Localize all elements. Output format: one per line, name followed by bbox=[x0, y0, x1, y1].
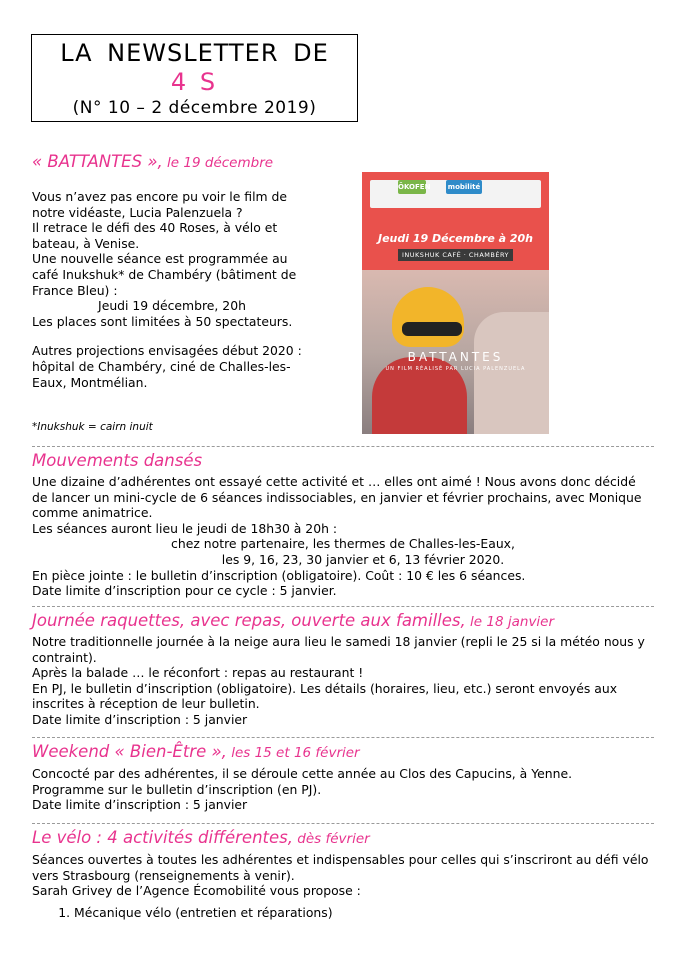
velo-date: dès février bbox=[293, 831, 370, 847]
title-issue-date: (N° 10 – 2 décembre 2019) bbox=[72, 98, 317, 118]
raquettes-title: Journée raquettes, avec repas, ouverte aux familles, bbox=[32, 611, 466, 630]
paragraph: Une dizaine d’adhérentes ont essayé cette activité et … elles ont aimé ! Nous avons donc décidé de lancer un mini-cycle de 6 séances indissociables, en janvier et février prochains, avec Monique comme animatrice. bbox=[32, 474, 642, 521]
title-line-1: LA NEWSLETTER DE bbox=[60, 39, 329, 67]
paragraph: En PJ, le bulletin d’inscription (obligatoire). Les détails (horaires, lieu, etc.) seront envoyés aux inscrites à réception de leur bulletin. bbox=[32, 680, 618, 712]
paragraph: chez notre partenaire, les thermes de Challes-les-Eaux, bbox=[171, 536, 515, 552]
paragraph: Sarah Grivey de l’Agence Écomobilité vous propose : bbox=[32, 883, 361, 899]
paragraph: Date limite d’inscription pour ce cycle : 5 janvier. bbox=[32, 583, 337, 599]
paragraph: Date limite d’inscription : 5 janvier bbox=[32, 711, 248, 727]
paragraph: Autres projections envisagées début 2020 : hôpital de Chambéry, ciné de Challes-les-Eaux, Montmélian. bbox=[32, 343, 302, 390]
poster-film-title: BATTANTES bbox=[407, 350, 504, 364]
raquettes-date: le 18 janvier bbox=[465, 614, 555, 630]
paragraph: Notre traditionnelle journée à la neige aura lieu le samedi 18 janvier (repli le 25 si la météo nous y contraint). bbox=[32, 634, 645, 665]
weekend-heading bbox=[32, 742, 360, 761]
danses-title: Mouvements dansés bbox=[32, 451, 203, 470]
velo-title: Le vélo : 4 activités différentes, bbox=[32, 828, 293, 847]
danses-text bbox=[32, 474, 654, 599]
paragraph: Concocté par des adhérentes, il se déroule cette année au Clos des Capucins, à Yenne. bbox=[32, 766, 573, 781]
inukshuk-note: *Inukshuk = cairn inuit bbox=[32, 421, 153, 433]
raquettes-text bbox=[32, 634, 654, 728]
velo-heading bbox=[32, 828, 370, 847]
okofen-logo: ÖKOFEN bbox=[398, 180, 426, 194]
visor-shape bbox=[402, 322, 462, 336]
paragraph: Jeudi 19 décembre, 20h bbox=[98, 298, 246, 314]
velo-activity-list bbox=[32, 905, 654, 921]
weekend-title: Weekend « Bien-Être », bbox=[32, 742, 227, 761]
separator bbox=[32, 446, 654, 447]
danses-heading bbox=[32, 451, 202, 470]
paragraph: Les séances auront lieu le jeudi de 18h30 à 20h : bbox=[32, 520, 338, 536]
paragraph: Programme sur le bulletin d’inscription (en PJ). bbox=[32, 781, 322, 797]
weekend-text bbox=[32, 766, 654, 813]
poster-figure-back bbox=[474, 312, 549, 434]
paragraph: Séances ouvertes à toutes les adhérentes et indispensables pour celles qui s’inscriront au défi vélo vers Strasbourg (renseignements à venir). bbox=[32, 852, 649, 883]
paragraph: les 9, 16, 23, 30 janvier et 6, 13 février 2020. bbox=[221, 551, 505, 567]
newsletter-title-box bbox=[31, 34, 358, 122]
mobilite-logo: mobilité bbox=[446, 180, 482, 194]
battantes-text bbox=[32, 189, 312, 390]
battantes-date: le 19 décembre bbox=[162, 155, 274, 171]
film-poster bbox=[362, 172, 549, 434]
separator bbox=[32, 823, 654, 824]
paragraph: Date limite d’inscription : 5 janvier bbox=[32, 797, 248, 813]
poster-byline: UN FILM RÉALISÉ PAR LUCIA PALENZUELA bbox=[385, 366, 526, 372]
separator bbox=[32, 737, 654, 738]
poster-date: Jeudi 19 Décembre à 20h bbox=[377, 232, 533, 245]
paragraph: Il retrace le défi des 40 Roses, à vélo et bateau, à Venise. bbox=[32, 220, 278, 251]
velo-text bbox=[32, 852, 654, 920]
list-item: 1. Mécanique vélo (entretien et réparations) bbox=[74, 905, 654, 921]
paragraph: Vous n’avez pas encore pu voir le film de notre vidéaste, Lucia Palenzuela ? bbox=[32, 189, 288, 220]
title-line-2: 4 S bbox=[170, 68, 219, 96]
paragraph: Une nouvelle séance est programmée au café Inukshuk* de Chambéry (bâtiment de France Bleu) : bbox=[32, 251, 297, 298]
weekend-date: les 15 et 16 février bbox=[226, 745, 360, 761]
raquettes-heading bbox=[32, 611, 554, 630]
paragraph: Après la balade … le réconfort : repas au restaurant ! bbox=[32, 665, 364, 681]
battantes-title: « BATTANTES », bbox=[32, 152, 163, 171]
battantes-heading bbox=[32, 152, 273, 171]
separator bbox=[32, 606, 654, 607]
poster-place: INUKSHUK CAFÉ · CHAMBÉRY bbox=[398, 249, 513, 261]
paragraph: Les places sont limitées à 50 spectateurs. bbox=[32, 313, 293, 329]
paragraph: En pièce jointe : le bulletin d’inscription (obligatoire). Coût : 10 € les 6 séances. bbox=[32, 567, 526, 583]
